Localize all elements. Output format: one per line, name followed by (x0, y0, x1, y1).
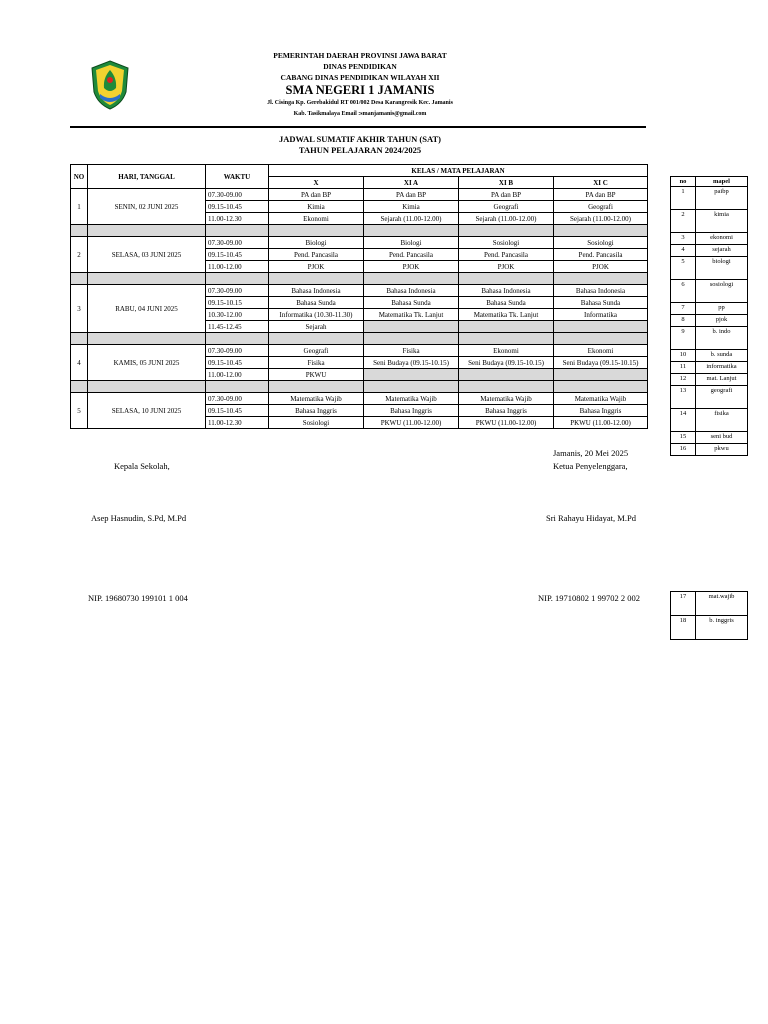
subject-code-row (671, 303, 748, 315)
letterhead-line-1: PEMERINTAH DAERAH PROVINSI JAWA BARAT (273, 51, 447, 60)
header-class-subject: KELAS / MATA PELAJARAN (269, 165, 648, 177)
separator-cell (88, 273, 206, 285)
subject-code-row (671, 386, 748, 409)
subject-code-row (671, 257, 748, 280)
subject-cell (364, 321, 459, 333)
subject-code-name: sosiologi (696, 280, 748, 303)
subject-code-no: 13 (671, 386, 696, 409)
separator-cell (88, 381, 206, 393)
subject-cell: PJOK (459, 261, 554, 273)
separator-cell (269, 225, 364, 237)
subject-code-no: 4 (671, 245, 696, 257)
subject-cell: PA dan BP (364, 189, 459, 201)
time-slot: 07.30-09.00 (206, 345, 269, 357)
separator-cell (554, 381, 648, 393)
subject-code-name: pjok (696, 315, 748, 327)
subject-code-row (671, 210, 748, 233)
place-date: Jamanis, 20 Mei 2025 (553, 448, 629, 458)
subject-code-row (671, 233, 748, 245)
time-slot: 09.15-10.15 (206, 297, 269, 309)
subject-cell: Ekonomi (554, 345, 648, 357)
subject-cell: Bahasa Inggris (269, 405, 364, 417)
subject-code-row (671, 350, 748, 362)
subject-cell: PJOK (269, 261, 364, 273)
time-slot: 11.00-12.00 (206, 369, 269, 381)
subject-code-name: mat.wajib (696, 592, 748, 616)
subject-cell: Geografi (554, 201, 648, 213)
subject-code-row (671, 245, 748, 257)
subject-code-name: mat. Lanjut (696, 374, 748, 386)
separator-cell (269, 333, 364, 345)
time-slot: 11.00-12.30 (206, 417, 269, 429)
subject-cell: Matematika Wajib (364, 393, 459, 405)
time-slot: 07.30-09.00 (206, 237, 269, 249)
subject-cell: Bahasa Inggris (554, 405, 648, 417)
subject-code-no: 6 (671, 280, 696, 303)
separator-cell (459, 333, 554, 345)
exam-schedule-table (70, 164, 648, 429)
principal-name: Asep Hasnudin, S.Pd, M.Pd (91, 513, 187, 523)
separator-cell (206, 225, 269, 237)
side-header-no: no (671, 177, 696, 187)
subject-code-no: 8 (671, 315, 696, 327)
subject-code-name: geografi (696, 386, 748, 409)
separator-cell (364, 273, 459, 285)
subject-code-row (671, 616, 748, 640)
separator-cell (206, 333, 269, 345)
letterhead-line-3: CABANG DINAS PENDIDIKAN WILAYAH XII (280, 73, 440, 82)
day-date: KAMIS, 05 JUNI 2025 (88, 345, 206, 381)
subject-cell: Matematika Tk. Lanjut (364, 309, 459, 321)
subject-cell: PA dan BP (459, 189, 554, 201)
time-slot: 11.00-12.30 (206, 213, 269, 225)
letterhead-line-2: DINAS PENDIDIKAN (323, 62, 397, 71)
subject-cell: Bahasa Inggris (364, 405, 459, 417)
subject-cell: Pend. Pancasila (269, 249, 364, 261)
subject-cell: PA dan BP (269, 189, 364, 201)
subject-code-name: seni bud (696, 432, 748, 444)
subject-cell: Bahasa Sunda (364, 297, 459, 309)
subject-cell: Ekonomi (459, 345, 554, 357)
subject-cell: Seni Budaya (09.15-10.15) (459, 357, 554, 369)
subject-cell (554, 369, 648, 381)
subject-cell: Bahasa Sunda (459, 297, 554, 309)
subject-cell: Kimia (269, 201, 364, 213)
separator-cell (459, 225, 554, 237)
day-number: 3 (71, 285, 88, 333)
day-separator-row (71, 381, 648, 393)
subject-cell: PJOK (554, 261, 648, 273)
separator-cell (71, 273, 88, 285)
subject-cell: Pend. Pancasila (364, 249, 459, 261)
principal-role: Kepala Sekolah, (114, 461, 170, 471)
separator-cell (459, 273, 554, 285)
separator-cell (269, 273, 364, 285)
subject-code-no: 3 (671, 233, 696, 245)
subject-code-no: 2 (671, 210, 696, 233)
subject-cell: Bahasa Sunda (554, 297, 648, 309)
subject-cell: Matematika Wajib (459, 393, 554, 405)
subject-code-row (671, 374, 748, 386)
separator-cell (71, 333, 88, 345)
subject-cell: Fisika (269, 357, 364, 369)
day-date: SENIN, 02 JUNI 2025 (88, 189, 206, 225)
separator-cell (88, 225, 206, 237)
separator-cell (364, 225, 459, 237)
subject-code-name: ekonomi (696, 233, 748, 245)
time-slot: 09.15-10.45 (206, 249, 269, 261)
subject-cell: Bahasa Indonesia (269, 285, 364, 297)
header-no: NO (71, 165, 88, 189)
subject-code-row (671, 432, 748, 444)
separator-cell (71, 381, 88, 393)
subject-code-no: 10 (671, 350, 696, 362)
header-class-xia: XI A (364, 177, 459, 189)
header-class-xic: XI C (554, 177, 648, 189)
subject-code-no: 5 (671, 257, 696, 280)
header-class-xib: XI B (459, 177, 554, 189)
title-line-1: JADWAL SUMATIF AKHIR TAHUN (SAT) (279, 134, 441, 144)
subject-cell: Bahasa Inggris (459, 405, 554, 417)
subject-cell: Fisika (364, 345, 459, 357)
subject-cell: Sosiologi (269, 417, 364, 429)
subject-code-name: informatika (696, 362, 748, 374)
subject-cell: Sosiologi (554, 237, 648, 249)
subject-cell: Bahasa Indonesia (459, 285, 554, 297)
subject-cell: PKWU (11.00-12.00) (364, 417, 459, 429)
separator-cell (364, 381, 459, 393)
table-row (71, 285, 648, 297)
day-separator-row (71, 225, 648, 237)
separator-cell (554, 333, 648, 345)
separator-cell (554, 225, 648, 237)
day-date: SELASA, 10 JUNI 2025 (88, 393, 206, 429)
subject-cell: Matematika Wajib (554, 393, 648, 405)
subject-code-name: b. sunda (696, 350, 748, 362)
document-title (200, 134, 520, 156)
subject-cell: Sejarah (11.00-12.00) (554, 213, 648, 225)
subject-code-name: fisika (696, 409, 748, 432)
committee-chair-name: Sri Rahayu Hidayat, M.Pd (546, 513, 636, 523)
subject-cell (554, 321, 648, 333)
subject-cell: PKWU (11.00-12.00) (554, 417, 648, 429)
subject-code-row (671, 315, 748, 327)
day-date: SELASA, 03 JUNI 2025 (88, 237, 206, 273)
subject-code-no: 15 (671, 432, 696, 444)
letterhead (200, 50, 520, 120)
subject-cell: Geografi (269, 345, 364, 357)
subject-cell: PA dan BP (554, 189, 648, 201)
time-slot: 11.45-12.45 (206, 321, 269, 333)
table-row (71, 393, 648, 405)
subject-code-no: 12 (671, 374, 696, 386)
subject-code-no: 11 (671, 362, 696, 374)
subject-code-table (670, 176, 748, 456)
side-header-mapel: mapel (696, 177, 748, 187)
table-row (71, 237, 648, 249)
west-java-emblem-logo (88, 60, 132, 110)
time-slot: 07.30-09.00 (206, 393, 269, 405)
time-slot: 11.00-12.00 (206, 261, 269, 273)
time-slot: 09.15-10.45 (206, 201, 269, 213)
time-slot: 09.15-10.45 (206, 357, 269, 369)
subject-cell (459, 321, 554, 333)
day-number: 4 (71, 345, 88, 381)
subject-code-name: kimia (696, 210, 748, 233)
subject-cell: Bahasa Indonesia (554, 285, 648, 297)
day-date: RABU, 04 JUNI 2025 (88, 285, 206, 333)
subject-cell: Matematika Tk. Lanjut (459, 309, 554, 321)
separator-cell (206, 381, 269, 393)
subject-cell: Seni Budaya (09.15-10.15) (554, 357, 648, 369)
subject-code-row (671, 444, 748, 456)
subject-cell: Kimia (364, 201, 459, 213)
subject-cell: Ekonomi (269, 213, 364, 225)
separator-cell (269, 381, 364, 393)
separator-cell (554, 273, 648, 285)
subject-cell: PJOK (364, 261, 459, 273)
time-slot: 09.15-10.45 (206, 405, 269, 417)
subject-code-row (671, 187, 748, 210)
subject-code-no: 16 (671, 444, 696, 456)
subject-cell: Pend. Pancasila (554, 249, 648, 261)
subject-code-no: 1 (671, 187, 696, 210)
separator-cell (364, 333, 459, 345)
subject-cell: Informatika (554, 309, 648, 321)
table-row (71, 345, 648, 357)
subject-code-row (671, 327, 748, 350)
subject-code-name: b. inggris (696, 616, 748, 640)
subject-cell (459, 369, 554, 381)
subject-code-name: sejarah (696, 245, 748, 257)
day-separator-row (71, 273, 648, 285)
subject-code-no: 17 (671, 592, 696, 616)
principal-nip: NIP. 19680730 199101 1 004 (88, 593, 188, 603)
day-number: 5 (71, 393, 88, 429)
subject-code-name: pkwu (696, 444, 748, 456)
subject-cell: Sejarah (11.00-12.00) (459, 213, 554, 225)
subject-code-name: pp (696, 303, 748, 315)
subject-cell: PKWU (11.00-12.00) (459, 417, 554, 429)
subject-cell: Sosiologi (459, 237, 554, 249)
separator-cell (206, 273, 269, 285)
subject-cell: Pend. Pancasila (459, 249, 554, 261)
subject-code-name: b. indo (696, 327, 748, 350)
school-name: SMA NEGERI 1 JAMANIS (285, 83, 435, 97)
separator-cell (88, 333, 206, 345)
subject-code-no: 9 (671, 327, 696, 350)
committee-chair-nip: NIP. 19710802 1 99702 2 002 (538, 593, 641, 603)
header-day-date: HARI, TANGGAL (88, 165, 206, 189)
subject-cell: Sejarah (11.00-12.00) (364, 213, 459, 225)
subject-cell: Matematika Wajib (269, 393, 364, 405)
header-class-x: X (269, 177, 364, 189)
school-address: Jl. Cisinga Kp. Gerebakidul RT 001/002 Desa Karangresik Kec. Jamanis (267, 100, 453, 106)
subject-code-row (671, 362, 748, 374)
subject-code-name: biologi (696, 257, 748, 280)
school-address-email: Kab. Tasikmalaya Email :smanjamanis@gmail.com (293, 111, 427, 117)
subject-code-no: 14 (671, 409, 696, 432)
time-slot: 07.30-09.00 (206, 189, 269, 201)
day-number: 2 (71, 237, 88, 273)
subject-cell: Bahasa Sunda (269, 297, 364, 309)
subject-code-no: 7 (671, 303, 696, 315)
subject-cell: Bahasa Indonesia (364, 285, 459, 297)
subject-code-row (671, 592, 748, 616)
subject-cell: Sejarah (269, 321, 364, 333)
subject-cell: Seni Budaya (09.15-10.15) (364, 357, 459, 369)
day-number: 1 (71, 189, 88, 225)
title-line-2: TAHUN PELAJARAN 2024/2025 (298, 145, 422, 155)
subject-cell: Geografi (459, 201, 554, 213)
table-row (71, 189, 648, 201)
day-separator-row (71, 333, 648, 345)
subject-cell: Biologi (364, 237, 459, 249)
time-slot: 07.30-09.00 (206, 285, 269, 297)
subject-cell: PKWU (269, 369, 364, 381)
subject-cell: Biologi (269, 237, 364, 249)
separator-cell (459, 381, 554, 393)
separator-cell (71, 225, 88, 237)
committee-chair-role: Ketua Penyelenggara, (553, 461, 628, 471)
subject-cell (364, 369, 459, 381)
time-slot: 10.30-12.00 (206, 309, 269, 321)
subject-code-table-continued (670, 591, 748, 640)
letterhead-divider (70, 126, 646, 128)
subject-cell: Informatika (10.30-11.30) (269, 309, 364, 321)
subject-code-name: paibp (696, 187, 748, 210)
subject-code-row (671, 280, 748, 303)
subject-code-no: 18 (671, 616, 696, 640)
header-time: WAKTU (206, 165, 269, 189)
subject-code-row (671, 409, 748, 432)
